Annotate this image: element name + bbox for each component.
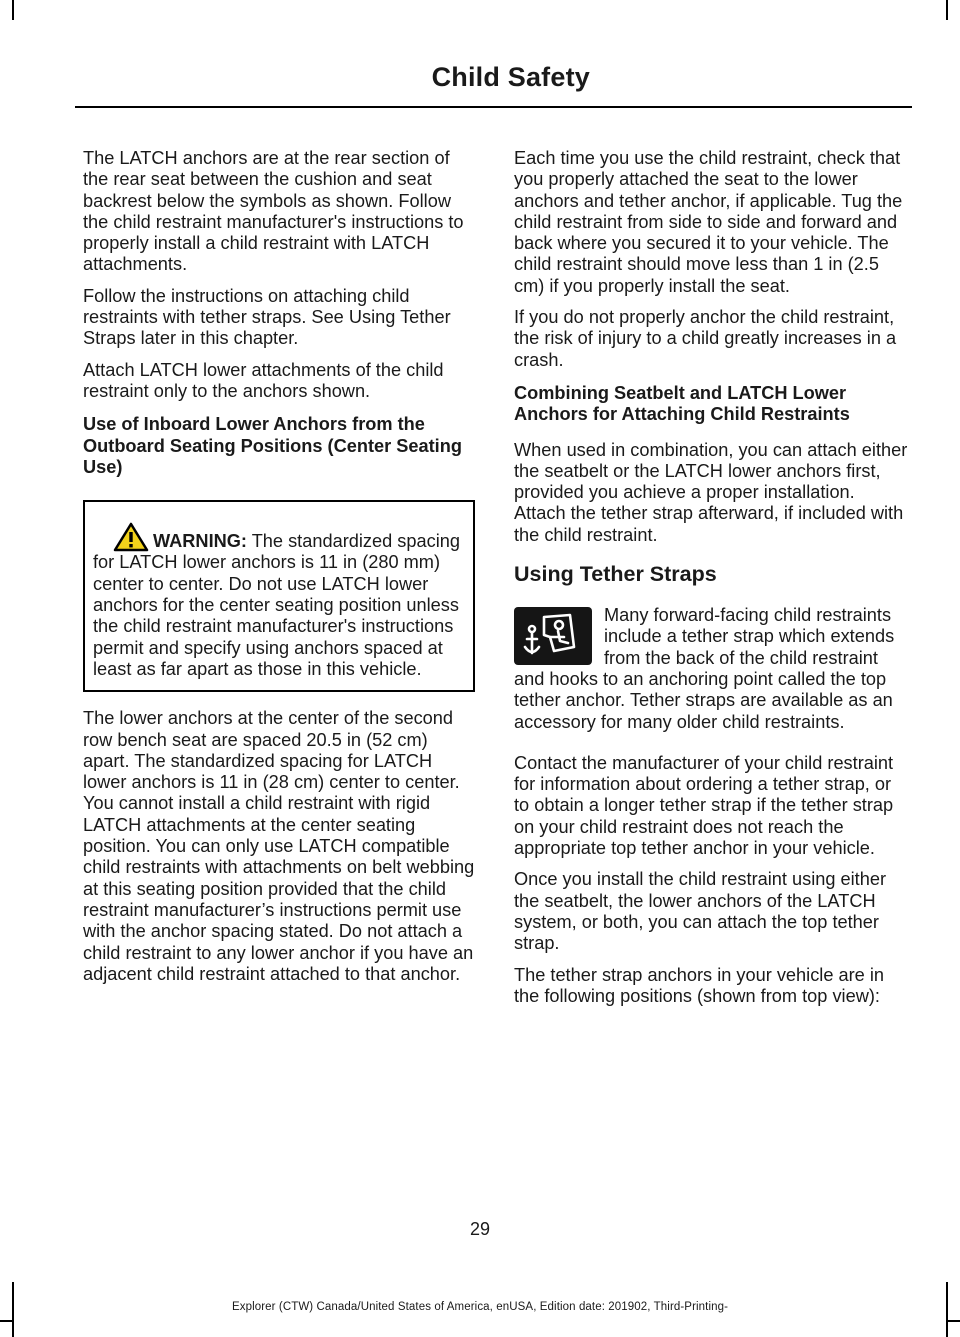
paragraph: Follow the instructions on attaching child restraints with tether straps. See Using Tether Straps later in this chapter. [83,285,451,349]
warning-label: WARNING: [153,531,247,552]
paragraph: Contact the manufacturer of your child restraint for information about ordering a tether strap, or to obtain a longer tether strap if the tether strap on your child restraint does not reach the appropriate top tether anchor in your vehicle. [514,752,894,859]
crop-mark [0,1320,14,1322]
section-heading: Use of Inboard Lower Anchors from the Outboard Seating Positions (Center Seating Use) [83,414,462,477]
paragraph: If you do not properly anchor the child restraint, the risk of injury to a child greatly increases in a crash. [514,307,897,370]
paragraph: The lower anchors at the center of the second row bench seat are spaced 20.5 in (52 cm) apart. The standardized spacing for LATCH lower anchors is 11 in (28 cm) center to center. You cannot install a child restraint with rigid LATCH attachments at the center seating position. You can only use LATCH compatible child restraints with attachments on belt webbing at this seating position provided that the child restraint manufacturer’s instructions permit use with the anchor spacing stated. Do not attach a child restraint to any lower anchor if you have an adjacent child restraint attached to that anchor. [83,708,475,984]
paragraph: Attach LATCH lower attachments of the child restraint only to the anchors shown. [83,359,444,401]
warning-text: The standardized spacing for LATCH lower anchors is 11 in (280 mm) center to center. Do not use LATCH lower anchors for the center seating position unless the child restraint manufacturer's instructions permit and specify using anchors spaced at least as far apart as those in this vehicle. [93,531,460,679]
paragraph: The tether strap anchors in your vehicle are in the following positions (shown from top view): [514,964,885,1006]
child-seat-tether-anchor-icon [514,607,592,665]
paragraph: When used in combination, you can attach either the seatbelt or the LATCH lower anchors first, provided you achieve a proper installation. Attach the tether strap afterward, if included with the child restraint. [514,439,908,545]
crop-mark [12,0,14,20]
paragraph: Each time you use the child restraint, check that you properly attached the seat to the lower anchors and tether anchor, if applicable. Tug the child restraint from side to side and forward and back where you secured it to your vehicle. The child restraint should move less than 1 in (2.5 cm) if you properly install the seat. [514,148,903,296]
tether-intro [514,605,908,733]
header-rule [75,106,912,108]
crop-mark [946,1320,960,1322]
paragraph: Once you install the child restraint using either the seatbelt, the lower anchors of the LATCH system, or both, you can attach the top tether strap. [514,869,887,954]
right-column [514,148,908,1017]
paragraph: The LATCH anchors are at the rear section of the rear seat between the cushion and seat backrest below the symbols as shown. Follow the child restraint manufacturer's instructions to properly install a child restraint with LATCH attachments. [83,148,464,275]
section-heading: Using Tether Straps [514,562,717,587]
paragraph: Many forward-facing child restraints include a tether strap which extends from the back of the child restraint and hooks to an anchoring point called the top tether anchor. Tether straps are available as an accessory for many older child restraints. [514,605,895,732]
footer-edition-info: Explorer (CTW) Canada/United States of America, enUSA, Edition date: 201902, Third-Printing- [231,1301,729,1313]
warning-box [83,500,475,692]
page-title: Child Safety [431,62,590,92]
page-number: 29 [469,1219,491,1239]
warning-triangle-icon [113,522,149,552]
left-column [83,148,475,995]
crop-mark [946,0,948,20]
section-heading: Combining Seatbelt and LATCH Lower Anchors for Attaching Child Restraints [514,382,850,425]
